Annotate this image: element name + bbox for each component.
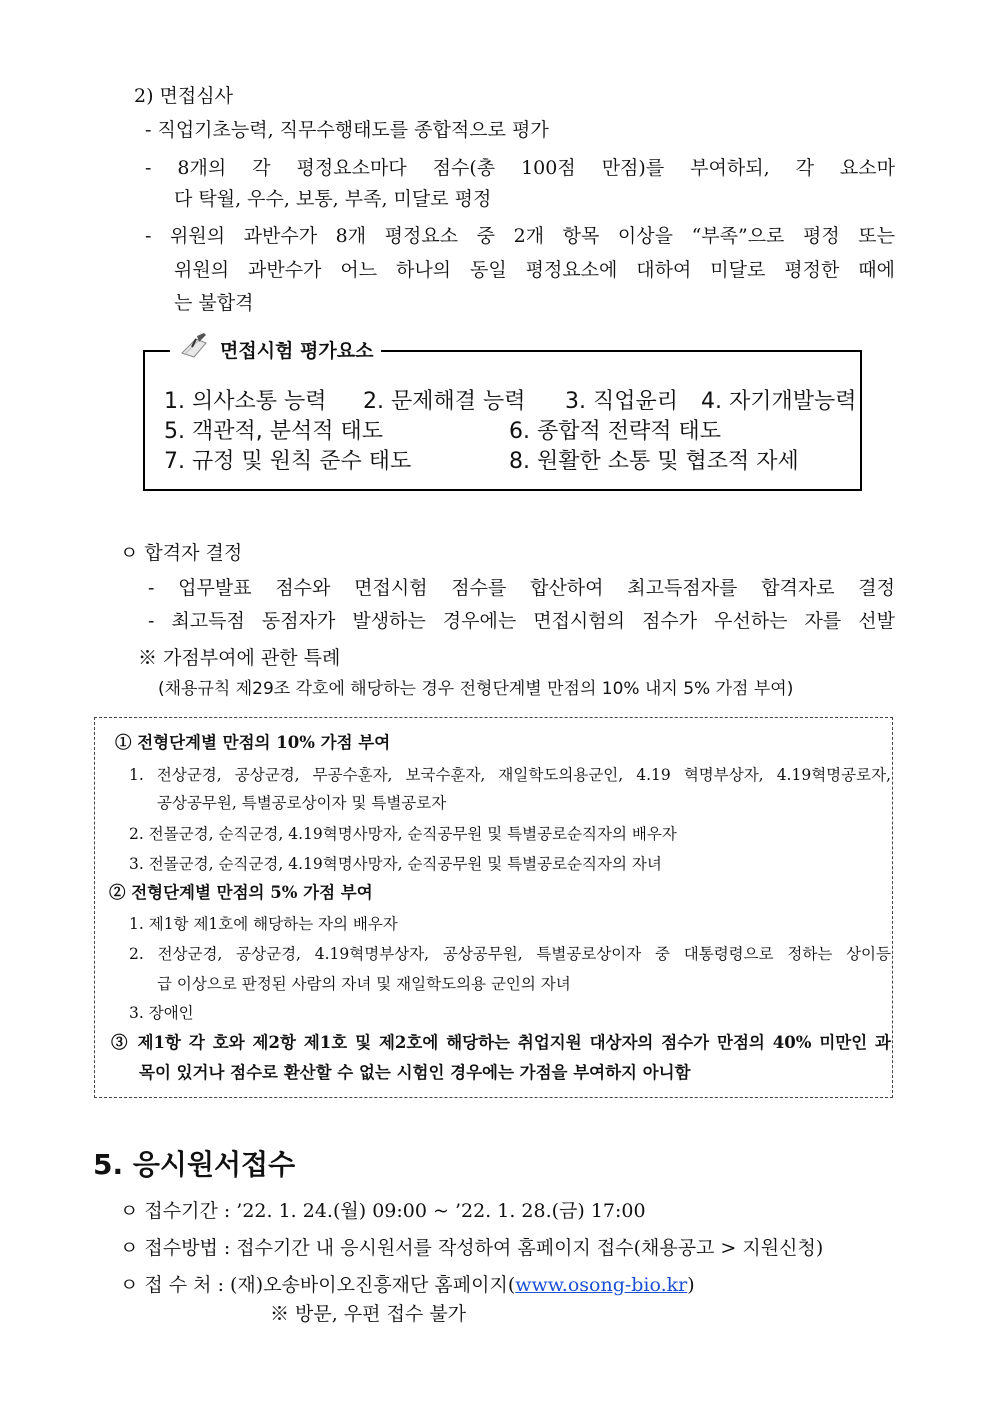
bonus-item-cont: 공상공무원, 특별공로상이자 및 특별공로자 [157, 794, 447, 812]
application-period: ㅇ 접수기간 : ’22. 1. 24.(월) 09:00 ~ ’22. 1. 28.(금) 17:00 [120, 1200, 646, 1222]
bonus-item: 2. 전몰군경, 순직군경, 4.19혁명사망자, 순직공무원 및 특별공로순직자의 배우자 [129, 825, 677, 843]
application-note: ※ 방문, 우편 접수 불가 [270, 1303, 467, 1325]
evaluation-box-title-text: 면접시험 평가요소 [220, 339, 374, 362]
eval-item: 1. 의사소통 능력 [164, 389, 327, 414]
interview-item-cont: 는 불합격 [174, 292, 254, 314]
eval-item: 3. 직업윤리 [565, 389, 678, 414]
bonus-item-cont: 급 이상으로 판정된 사람의 자녀 및 재일학도의용 군인의 자녀 [157, 975, 571, 993]
evaluation-box [143, 350, 862, 491]
bonus-section-cont: 목이 있거나 점수로 환산할 수 없는 시험인 경우에는 가점을 부여하지 아니함 [139, 1063, 691, 1082]
bonus-item: 2. 전상군경, 공상군경, 4.19혁명부상자, 공상공무원, 특별공로상이자 중 대통령령으로 정하는 상이등 [129, 945, 891, 963]
eval-item: 7. 규정 및 원칙 준수 태도 [164, 449, 412, 474]
bonus-section-title: ② 전형단계별 만점의 5% 가점 부여 [109, 883, 373, 902]
bonus-item: 3. 전몰군경, 순직군경, 4.19혁명사망자, 순직공무원 및 특별공로순직자의 자녀 [129, 855, 662, 873]
eval-item: 4. 자기개발능력 [701, 389, 857, 414]
pencil-paper-icon [178, 333, 212, 365]
bonus-points-box [94, 717, 893, 1098]
bonus-section-title: ③ 제1항 각 호와 제2항 제1호 및 제2호에 해당하는 취업지원 대상자의 점수가 만점의 40% 미만인 과 [111, 1033, 891, 1052]
homepage-link[interactable]: www.osong-bio.kr [515, 1274, 688, 1296]
eval-item: 6. 종합적 전략적 태도 [509, 419, 721, 444]
bonus-section-title: ① 전형단계별 만점의 10% 가점 부여 [115, 733, 391, 752]
application-place-label: ㅇ 접 수 처 : (재)오송바이오진흥재단 홈페이지( [120, 1274, 516, 1296]
eval-item: 2. 문제해결 능력 [363, 389, 526, 414]
pass-item: - 업무발표 점수와 면접시험 점수를 합산하여 최고득점자를 합격자로 결정 [148, 577, 895, 599]
application-heading: 5. 응시원서접수 [93, 1148, 296, 1181]
pass-heading: ㅇ 합격자 결정 [120, 542, 243, 564]
bonus-item: 3. 장애인 [129, 1004, 194, 1022]
interview-item-cont: 위원의 과반수가 어느 하나의 동일 평정요소에 대하여 미달로 평정한 때에 [174, 259, 895, 281]
bonus-item: 1. 전상군경, 공상군경, 무공수훈자, 보국수훈자, 재일학도의용군인, 4.19 혁명부상자, 4.19혁명공로자, [129, 766, 891, 784]
pass-item: - 최고득점 동점자가 발생하는 경우에는 면접시험의 점수가 우선하는 자를 선발 [148, 610, 895, 632]
eval-item: 8. 원활한 소통 및 협조적 자세 [509, 449, 799, 474]
interview-item-cont: 다 탁월, 우수, 보통, 부족, 미달로 평정 [174, 188, 492, 210]
application-method: ㅇ 접수방법 : 접수기간 내 응시원서를 작성하여 홈페이지 접수(채용공고 > 지원신청) [120, 1237, 824, 1259]
interview-item: - 8개의 각 평정요소마다 점수(총 100점 만점)를 부여하되, 각 요소마 [145, 157, 895, 179]
evaluation-box-title [170, 334, 381, 364]
interview-item: - 위원의 과반수가 8개 평정요소 중 2개 항목 이상을 “부족”으로 평정 또는 [145, 225, 895, 247]
bonus-note-sub: (채용규칙 제29조 각호에 해당하는 경우 전형단계별 만점의 10% 내지 5% 가점 부여) [158, 679, 794, 699]
bonus-note: ※ 가점부여에 관한 특례 [138, 647, 341, 669]
bonus-item: 1. 제1항 제1호에 해당하는 자의 배우자 [129, 915, 398, 933]
interview-heading: 2) 면접심사 [134, 85, 233, 107]
application-place-suffix: ) [687, 1274, 695, 1296]
eval-item: 5. 객관적, 분석적 태도 [164, 419, 383, 444]
interview-item: - 직업기초능력, 직무수행태도를 종합적으로 평가 [145, 119, 549, 141]
application-place [120, 1273, 695, 1297]
